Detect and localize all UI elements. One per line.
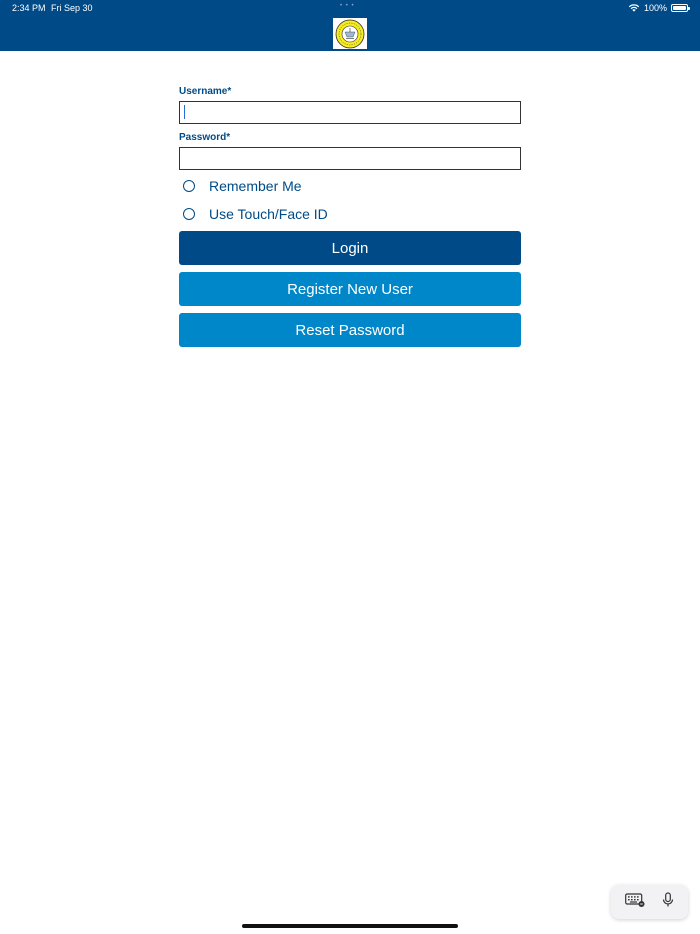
multitasking-dots[interactable]: • • • xyxy=(340,3,355,9)
battery-percent: 100% xyxy=(643,3,667,13)
remember-me-radio[interactable] xyxy=(183,180,195,192)
password-label: Password* xyxy=(179,132,231,143)
seal-logo-icon xyxy=(333,18,367,49)
wifi-icon xyxy=(628,3,640,14)
reset-password-button[interactable]: Reset Password xyxy=(179,313,521,347)
home-indicator[interactable] xyxy=(242,924,458,928)
microphone-icon[interactable] xyxy=(662,892,674,913)
touch-face-id-radio[interactable] xyxy=(183,208,195,220)
remember-me-option[interactable] xyxy=(183,176,302,196)
username-field[interactable] xyxy=(179,101,521,124)
password-field[interactable] xyxy=(179,147,521,170)
touch-face-id-option[interactable] xyxy=(183,204,328,224)
top-bar xyxy=(0,0,700,51)
keyboard-icon[interactable] xyxy=(625,893,645,912)
status-indicators xyxy=(628,2,688,14)
keyboard-shortcut-bar xyxy=(611,885,688,919)
text-cursor xyxy=(184,105,185,119)
remember-me-label: Remember Me xyxy=(209,178,302,194)
login-button[interactable]: Login xyxy=(179,231,521,265)
touch-face-id-label: Use Touch/Face ID xyxy=(209,206,328,222)
battery-icon xyxy=(671,4,688,12)
username-label: Username* xyxy=(179,86,232,97)
status-date: Fri Sep 30 xyxy=(51,3,93,13)
status-time: 2:34 PM xyxy=(12,3,46,13)
register-new-user-button[interactable]: Register New User xyxy=(179,272,521,306)
